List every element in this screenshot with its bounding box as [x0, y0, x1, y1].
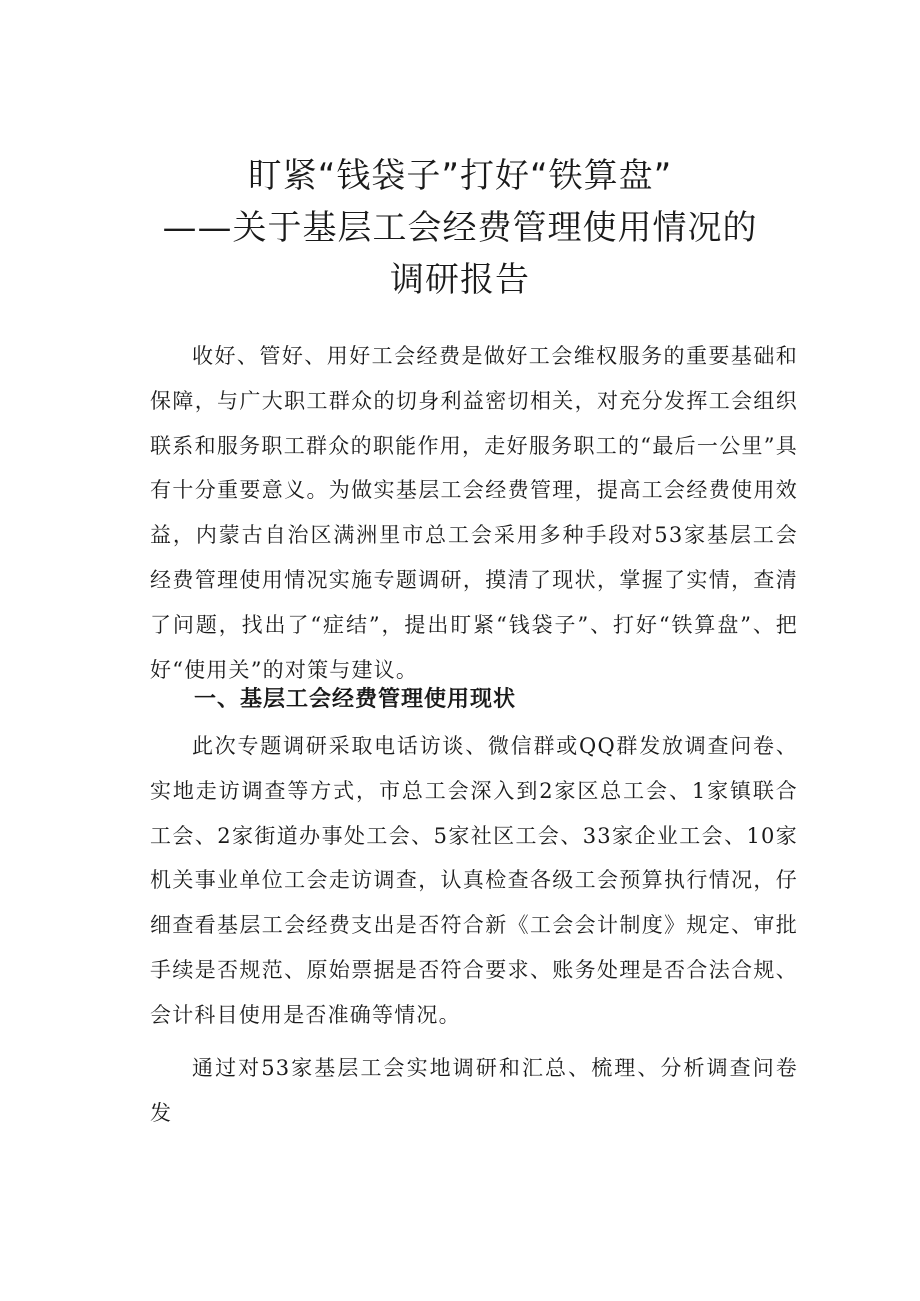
document-title: [150, 150, 770, 306]
title-line-2: ——关于基层工会经费管理使用情况的: [162, 208, 758, 248]
section-paragraph-2: 通过对53家基层工会实地调研和汇总、梳理、分析调查问卷发: [150, 1056, 798, 1125]
title-line-1: 盯紧“钱袋子”打好“铁算盘”: [247, 156, 673, 196]
section-heading-1: 一、基层工会经费管理使用现状: [194, 687, 517, 712]
section-paragraph-1: 此次专题调研采取电话访谈、微信群或QQ群发放调查问卷、实地走访调查等方式，市总工会深入到2家区总工会、1家镇联合工会、2家街道办事处工会、5家社区工会、33家企业工会、10家机关事业单位工会走访调查，认真检查各级工会预算执行情况，仔细查看基层工会经费支出是否符合新《工会会计制度》规定、审批手续是否规范、原始票据是否符合要求、账务处理是否合法合规、会计科目使用是否准确等情况。: [150, 734, 798, 1027]
intro-paragraph: 收好、管好、用好工会经费是做好工会维权服务的重要基础和保障，与广大职工群众的切身利益密切相关，对充分发挥工会组织联系和服务职工群众的职能作用，走好服务职工的“最后一公里”具有十分重要意义。为做实基层工会经费管理，提高工会经费使用效益，内蒙古自治区满洲里市总工会采用多种手段对53家基层工会经费管理使用情况实施专题调研，摸清了现状，掌握了实情，查清了问题，找出了“症结”，提出盯紧“钱袋子”、打好“铁算盘”、把好“使用关”的对策与建议。: [150, 344, 798, 682]
title-line-3: 调研报告: [390, 260, 530, 300]
